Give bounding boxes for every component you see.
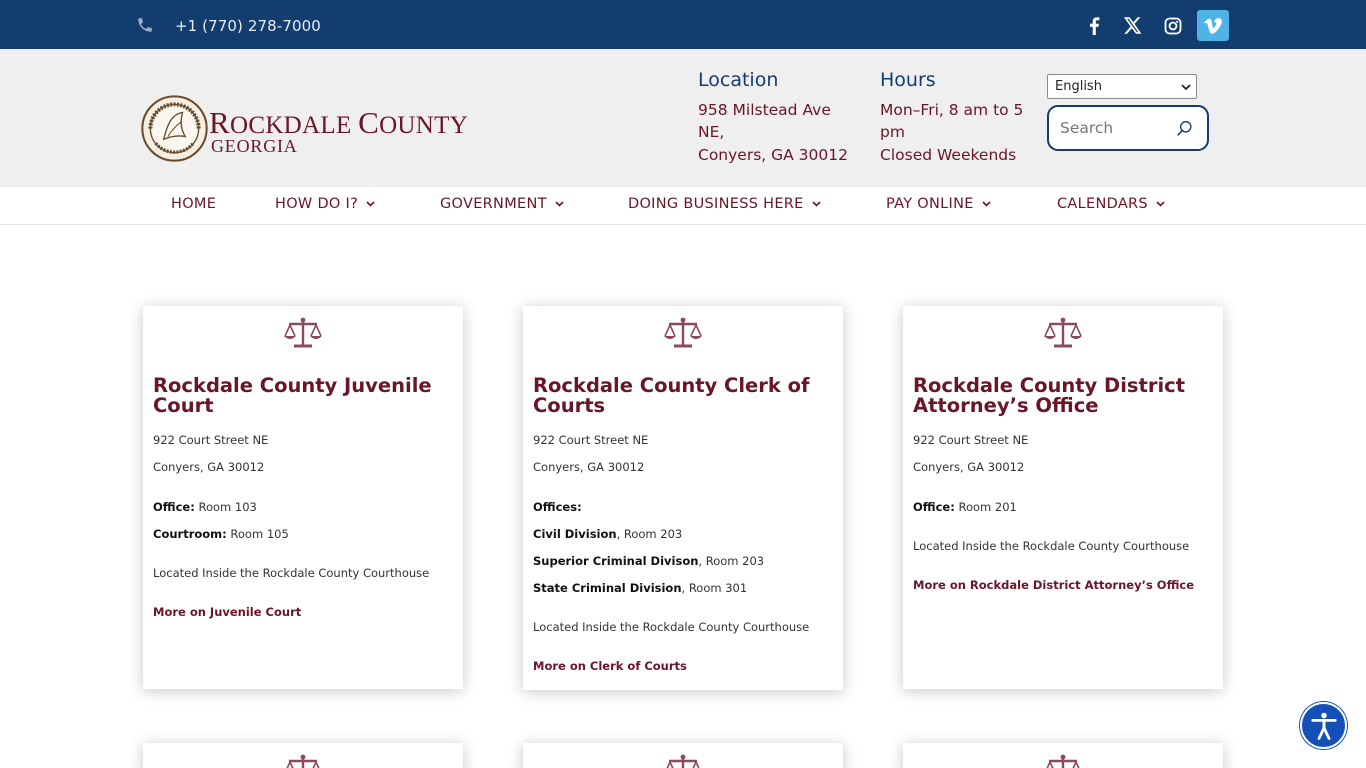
card-division: Superior Criminal Divison, Room 203 [533, 554, 765, 568]
card-address: Conyers, GA 30012 [913, 460, 1025, 474]
card-note: Located Inside the Rockdale County Courthouse [153, 566, 430, 580]
scales-of-justice-icon [283, 753, 323, 768]
card-juvenile-court [143, 306, 463, 689]
x-icon[interactable] [1117, 10, 1149, 41]
county-seal [141, 95, 208, 162]
card-address: 922 Court Street NE [153, 433, 269, 447]
facebook-icon[interactable] [1078, 10, 1110, 41]
vimeo-icon[interactable] [1197, 10, 1229, 41]
hours-line: Closed Weekends [880, 146, 1017, 164]
nav-item-doing-business[interactable]: DOING BUSINESS HERE [628, 196, 821, 212]
nav-item-how-do-i[interactable]: HOW DO I? [275, 196, 375, 212]
card-division: Civil Division, Room 203 [533, 527, 683, 541]
card-more-link[interactable]: More on Juvenile Court [153, 605, 302, 619]
scales-of-justice-icon [283, 316, 323, 348]
card-courtroom: Courtroom: Room 105 [153, 527, 289, 541]
scales-of-justice-icon [1043, 753, 1083, 768]
search-input[interactable] [1047, 105, 1209, 151]
instagram-icon[interactable] [1157, 10, 1189, 41]
hours-line: Mon–Fri, 8 am to 5 [880, 101, 1024, 119]
card-more-link[interactable]: More on Rockdale District Attorney’s Office [913, 578, 1195, 592]
scales-of-justice-icon [1043, 316, 1083, 348]
chevron-down-icon [982, 201, 991, 207]
scales-of-justice-icon [663, 753, 703, 768]
top-bar [0, 0, 1366, 49]
card-partial [523, 743, 843, 768]
search-placeholder: Search [1060, 119, 1114, 137]
card-title: Rockdale County District Attorney’s Office [913, 374, 1186, 417]
nav-item-pay-online[interactable]: PAY ONLINE [886, 196, 991, 212]
card-offices-label: Offices: [533, 500, 582, 514]
nav-item-government[interactable]: GOVERNMENT [440, 196, 564, 212]
card-title: Rockdale County Juvenile Court [153, 374, 432, 417]
card-more-link[interactable]: More on Clerk of Courts [533, 659, 687, 673]
card-office: Office: Room 103 [153, 500, 257, 514]
language-value: English [1055, 79, 1102, 94]
nav-item-calendars[interactable]: CALENDARS [1057, 196, 1165, 212]
card-division: State Criminal Division, Room 301 [533, 581, 748, 595]
phone-number[interactable]: +1 (770) 278-7000 [175, 17, 321, 35]
card-address: 922 Court Street NE [913, 433, 1029, 447]
chevron-down-icon [1181, 81, 1191, 93]
card-address: 922 Court Street NE [533, 433, 649, 447]
logo-subtitle: GEORGIA [211, 136, 298, 156]
card-address: Conyers, GA 30012 [153, 460, 265, 474]
search-icon[interactable] [1176, 120, 1193, 137]
location-line: Conyers, GA 30012 [698, 146, 848, 164]
card-note: Located Inside the Rockdale County Courthouse [533, 620, 810, 634]
card-clerk-of-courts [523, 306, 843, 690]
site-logo[interactable] [141, 95, 481, 165]
hours-title: Hours [880, 69, 936, 91]
chevron-down-icon [366, 201, 375, 207]
accessibility-button[interactable] [1300, 702, 1347, 749]
card-note: Located Inside the Rockdale County Courthouse [913, 539, 1190, 553]
language-select[interactable] [1047, 74, 1197, 99]
card-district-attorney [903, 306, 1223, 689]
card-title: Rockdale County Clerk of Courts [533, 374, 810, 417]
main-navigation [0, 187, 1366, 225]
nav-item-home[interactable]: HOME [171, 196, 217, 212]
scales-of-justice-icon [663, 316, 703, 348]
hours-line: pm [880, 123, 905, 141]
logo-name: ROCKDALE COUNTY [209, 105, 469, 140]
accessibility-icon [1309, 711, 1339, 741]
card-office: Office: Room 201 [913, 500, 1017, 514]
location-line: 958 Milstead Ave [698, 101, 831, 119]
location-line: NE, [698, 123, 725, 141]
chevron-down-icon [1156, 201, 1165, 207]
card-address: Conyers, GA 30012 [533, 460, 645, 474]
location-title: Location [698, 69, 779, 91]
card-partial [903, 743, 1223, 768]
chevron-down-icon [812, 201, 821, 207]
phone-icon [136, 16, 154, 34]
chevron-down-icon [555, 201, 564, 207]
card-partial [143, 743, 463, 768]
